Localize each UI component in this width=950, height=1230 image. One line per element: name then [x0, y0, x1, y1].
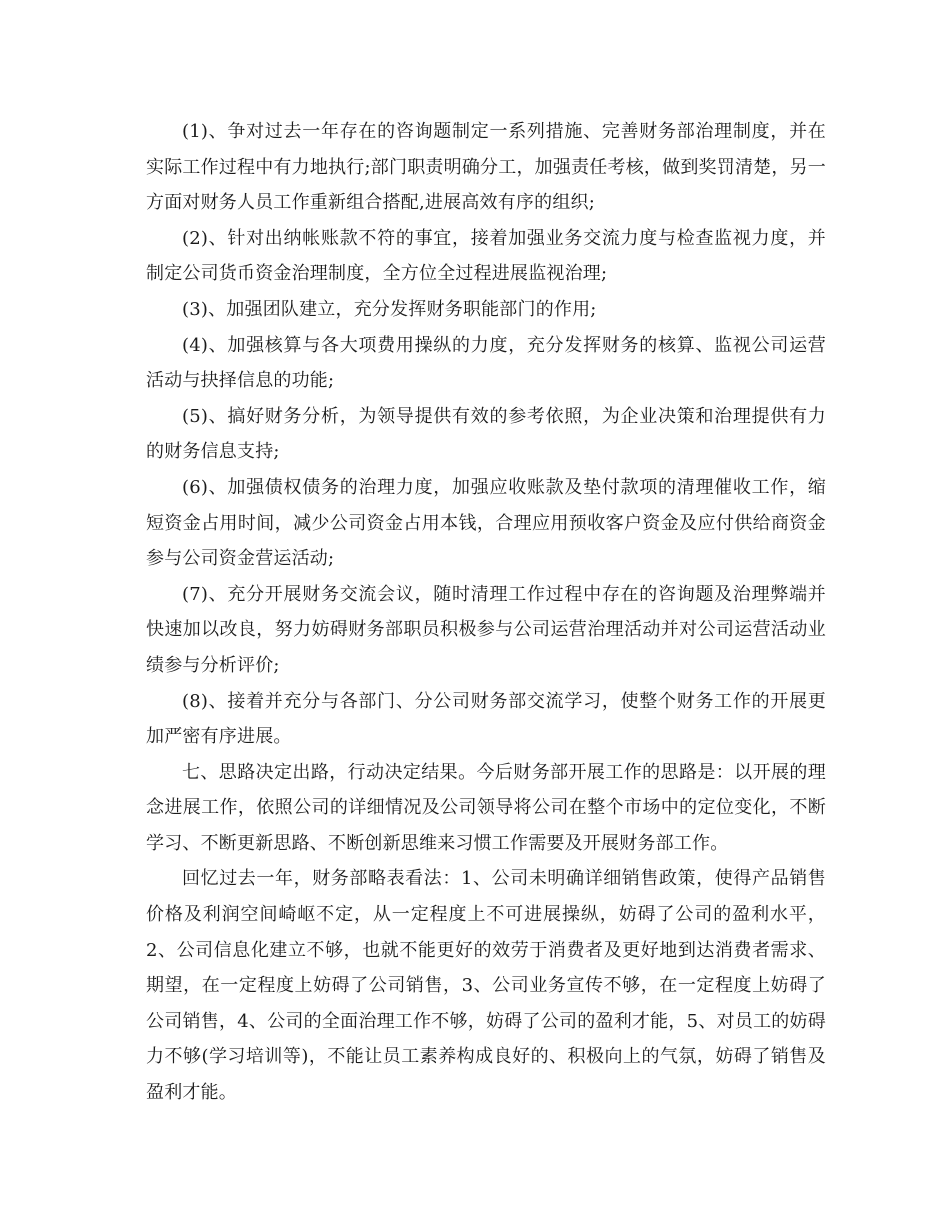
paragraph-section-7: 七、思路决定出路，行动决定结果。今后财务部开展工作的思路是：以开展的理念进展工作，依照公司的详细情况及公司领导将公司在整个市场中的定位变化，不断学习、不断更新思路、不断创新思维来习惯工作需要及开展财务部工作。: [146, 761, 826, 854]
document-body: [146, 114, 826, 1111]
paragraph-measure-2: (2)、针对出纳帐账款不符的事宜，接着加强业务交流力度与检查监视力度，并制定公司货币资金治理制度，全方位全过程进展监视治理;: [146, 227, 826, 285]
paragraph-measure-3: (3)、加强团队建立，充分发挥财务职能部门的作用;: [182, 298, 597, 320]
paragraph-measure-7: (7)、充分开展财务交流会议，随时清理工作过程中存在的咨询题及治理弊端并快速加以改良，努力妨碍财务部职员积极参与公司运营治理活动并对公司运营活动业绩参与分析评价;: [146, 583, 826, 676]
paragraph-measure-4: (4)、加强核算与各大项费用操纵的力度，充分发挥财务的核算、监视公司运营活动与抉择信息的功能;: [146, 334, 826, 392]
paragraph-measure-6: (6)、加强债权债务的治理力度，加强应收账款及垫付款项的清理催收工作，缩短资金占用时间，减少公司资金占用本钱，合理应用预收客户资金及应付供给商资金参与公司资金营运活动;: [146, 476, 826, 570]
paragraph-measure-1: (1)、争对过去一年存在的咨询题制定一系列措施、完善财务部治理制度，并在实际工作过程中有力地执行;部门职责明确分工，加强责任考核，做到奖罚清楚，另一方面对财务人员工作重新组合搭配,进展高效有序的组织;: [146, 121, 826, 214]
paragraph-review: 回忆过去一年，财务部略表看法：1、公司未明确详细销售政策，使得产品销售价格及利润空间崎岖不定，从一定程度上不可进展操纵，妨碍了公司的盈利水平，2、公司信息化建立不够，也就不能更好的效劳于消费者及更好地到达消费者需求、期望，在一定程度上妨碍了公司销售，3、公司业务宣传不够，在一定程度上妨碍了公司销售，4、公司的全面治理工作不够，妨碍了公司的盈利才能，5、对员工的妨碍力不够(学习培训等)，不能让员工素养构成良好的、积极向上的气氛，妨碍了销售及盈利才能。: [146, 868, 826, 1104]
paragraph-measure-8: (8)、接着并充分与各部门、分公司财务部交流学习，使整个财务工作的开展更加严密有序进展。: [146, 690, 826, 748]
paragraph-measure-5: (5)、搞好财务分析，为领导提供有效的参考依照，为企业决策和治理提供有力的财务信息支持;: [146, 405, 826, 463]
